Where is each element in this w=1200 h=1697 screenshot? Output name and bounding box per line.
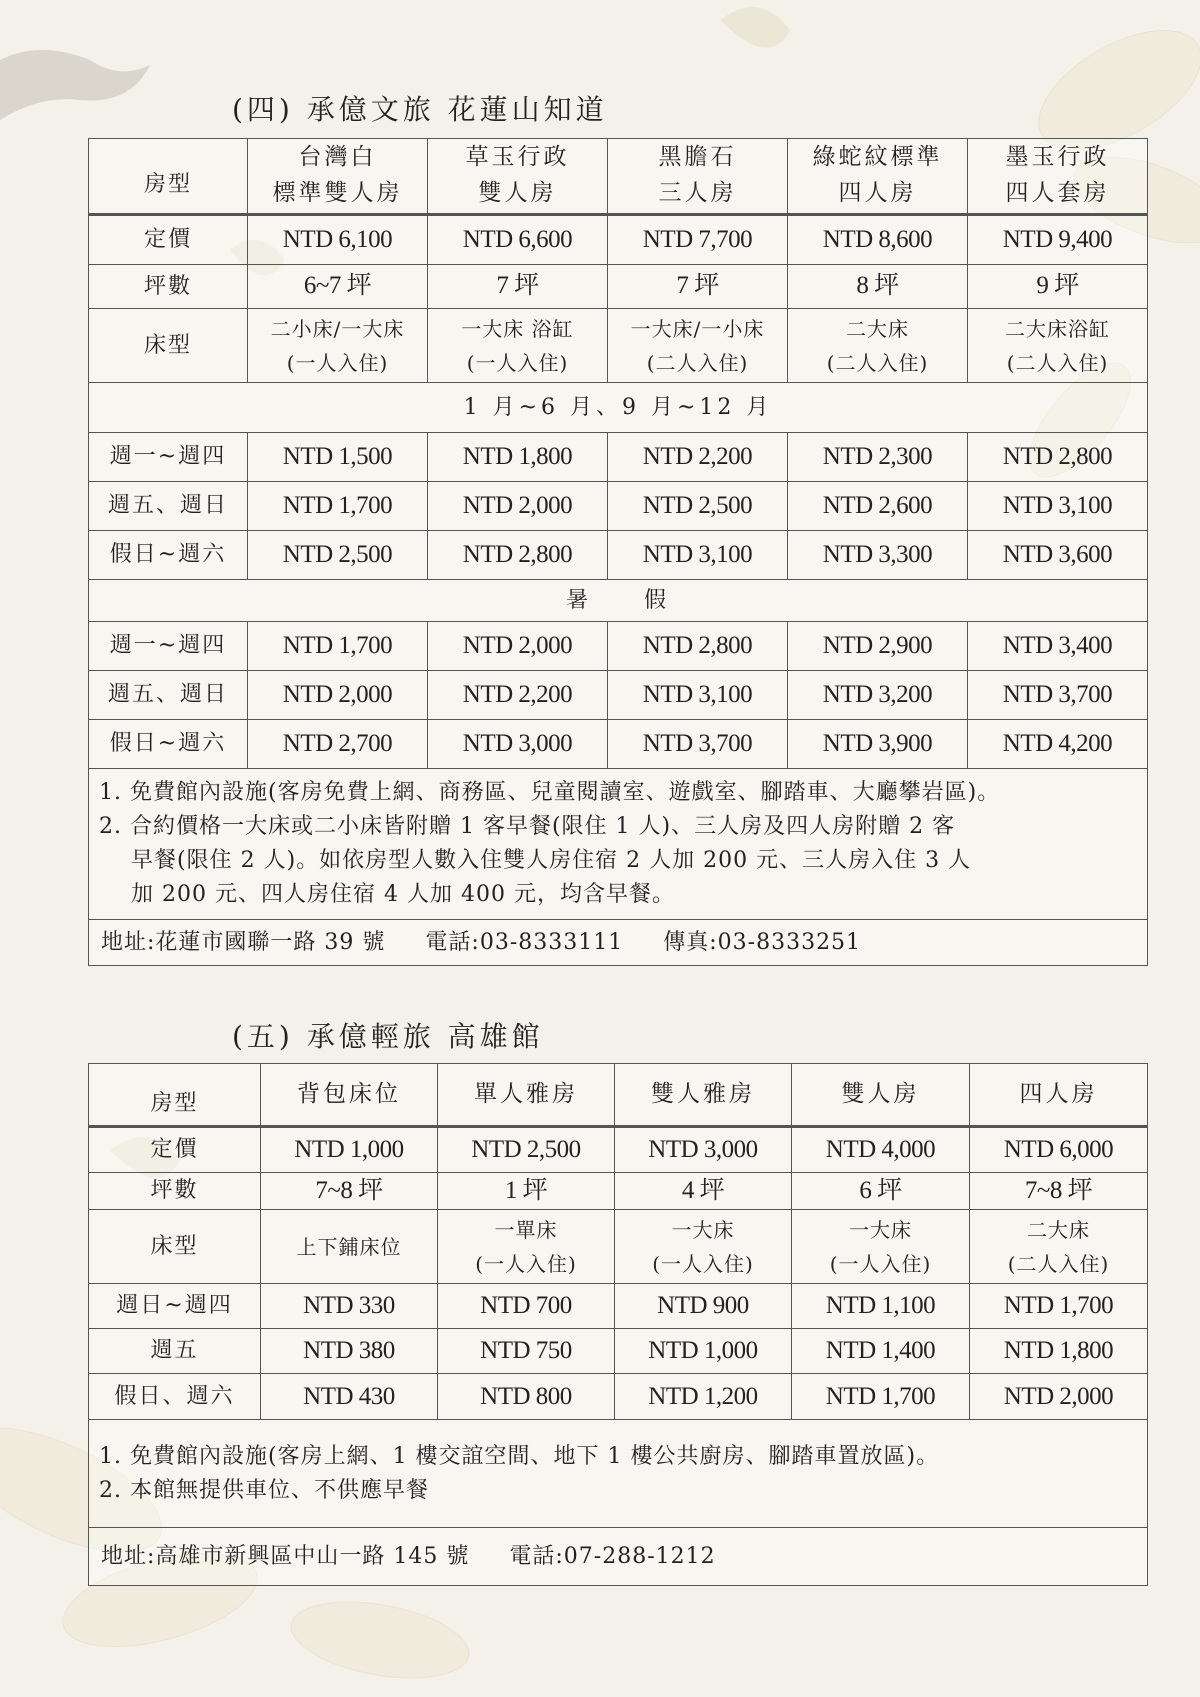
notes-row (89, 769, 1148, 920)
rate-row (89, 433, 1148, 482)
contact-row (89, 1528, 1148, 1586)
room-type-header: 黑膽石 三人房 (608, 139, 788, 215)
list-price-cell: NTD 6,100 (248, 215, 428, 265)
phone: 電話:03-8333111 (425, 929, 624, 955)
contact-cell (89, 920, 1148, 966)
room-type-label: 房型 (89, 1064, 261, 1127)
day-label: 週一~週四 (89, 622, 248, 671)
rate-cell: NTD 330 (261, 1284, 438, 1329)
rate-cell: NTD 2,900 (788, 622, 968, 671)
day-label: 假日~週六 (89, 720, 248, 769)
bed-type-row (89, 1210, 1148, 1284)
size-cell: 7 坪 (608, 265, 788, 309)
room-type-header: 雙人雅房 (615, 1064, 792, 1127)
bed-type-cell: 一大床 (一人入住) (615, 1210, 792, 1284)
rate-cell: NTD 3,700 (968, 671, 1148, 720)
section4-title: (四) 承億文旅 花蓮山知道 (232, 93, 608, 126)
contact-row (89, 920, 1148, 966)
notes-cell (89, 1420, 1148, 1528)
bed-type-cell: 二大床浴缸 (二人入住) (968, 309, 1148, 383)
list-price-cell: NTD 6,000 (970, 1127, 1148, 1173)
size-row (89, 1173, 1148, 1210)
room-type-header: 草玉行政 雙人房 (428, 139, 608, 215)
room-type-label: 房型 (89, 139, 248, 215)
size-cell: 4 坪 (615, 1173, 792, 1210)
rate-row (89, 1329, 1148, 1374)
size-cell: 6~7 坪 (248, 265, 428, 309)
bed-type-cell: 二小床/一大床 (一人入住) (248, 309, 428, 383)
note-item: 1. 免費館內設施(客房免費上網、商務區、兒童閱讀室、遊戲室、腳踏車、大廳攀岩區)。 (99, 779, 1001, 805)
contact-cell (89, 1528, 1148, 1586)
list-price-cell: NTD 8,600 (788, 215, 968, 265)
room-type-header-row (89, 1064, 1148, 1127)
rate-cell: NTD 1,800 (970, 1329, 1148, 1374)
rate-cell: NTD 2,800 (608, 622, 788, 671)
day-label: 週五、週日 (89, 482, 248, 531)
list-price-label: 定價 (89, 215, 248, 265)
rate-cell: NTD 3,100 (968, 482, 1148, 531)
size-cell: 8 坪 (788, 265, 968, 309)
bed-type-cell: 一大床 浴缸 (一人入住) (428, 309, 608, 383)
rate-cell: NTD 2,600 (788, 482, 968, 531)
rate-cell: NTD 2,000 (428, 482, 608, 531)
address: 地址:花蓮市國聯一路 39 號 (101, 929, 386, 955)
rate-cell: NTD 1,400 (792, 1329, 970, 1374)
rate-cell: NTD 800 (438, 1374, 615, 1420)
day-label: 週一~週四 (89, 433, 248, 482)
rate-cell: NTD 1,000 (615, 1329, 792, 1374)
rate-cell: NTD 2,500 (608, 482, 788, 531)
address: 地址:高雄市新興區中山一路 145 號 (101, 1543, 470, 1569)
rate-row (89, 531, 1148, 580)
list-price-cell: NTD 4,000 (792, 1127, 970, 1173)
rate-cell: NTD 2,300 (788, 433, 968, 482)
phone: 電話:07-288-1212 (509, 1543, 716, 1569)
rate-cell: NTD 3,700 (608, 720, 788, 769)
note-item: 加 200 元、四人房住宿 4 人加 400 元，均含早餐。 (131, 882, 675, 908)
day-label: 假日、週六 (89, 1374, 261, 1420)
rate-cell: NTD 1,700 (792, 1374, 970, 1420)
rate-cell: NTD 1,700 (970, 1284, 1148, 1329)
list-price-cell: NTD 3,000 (615, 1127, 792, 1173)
rate-row (89, 671, 1148, 720)
rate-cell: NTD 3,100 (608, 671, 788, 720)
bed-type-cell: 一大床 (一人入住) (792, 1210, 970, 1284)
rate-cell: NTD 430 (261, 1374, 438, 1420)
rate-cell: NTD 2,000 (248, 671, 428, 720)
rate-cell: NTD 3,400 (968, 622, 1148, 671)
fax: 傳真:03-8333251 (663, 929, 862, 955)
bed-type-row (89, 309, 1148, 383)
room-type-header: 四人房 (970, 1064, 1148, 1127)
room-type-header: 雙人房 (792, 1064, 970, 1127)
rate-cell: NTD 1,700 (248, 622, 428, 671)
rate-cell: NTD 1,700 (248, 482, 428, 531)
rate-cell: NTD 3,300 (788, 531, 968, 580)
rate-cell: NTD 2,800 (968, 433, 1148, 482)
rate-cell: NTD 3,900 (788, 720, 968, 769)
rate-cell: NTD 2,000 (428, 622, 608, 671)
season-summer-label: 暑 假 (89, 580, 1148, 622)
note-item: 1. 免費館內設施(客房上網、1 樓交誼空間、地下 1 樓公共廚房、腳踏車置放區)。 (99, 1443, 940, 1469)
bed-type-cell: 二大床 (二人入住) (788, 309, 968, 383)
bed-type-cell: 二大床 (二人入住) (970, 1210, 1148, 1284)
size-cell: 1 坪 (438, 1173, 615, 1210)
bed-type-cell: 上下鋪床位 (261, 1210, 438, 1284)
size-cell: 9 坪 (968, 265, 1148, 309)
bed-type-label: 床型 (89, 1210, 261, 1284)
size-cell: 7~8 坪 (261, 1173, 438, 1210)
notes-cell (89, 769, 1148, 920)
rate-cell: NTD 2,500 (248, 531, 428, 580)
rate-row (89, 1374, 1148, 1420)
room-type-header: 背包床位 (261, 1064, 438, 1127)
rate-row (89, 1284, 1148, 1329)
bed-type-cell: 一大床/一小床 (二人入住) (608, 309, 788, 383)
rate-cell: NTD 2,000 (970, 1374, 1148, 1420)
list-price-row (89, 1127, 1148, 1173)
note-item: 早餐(限住 2 人)。如依房型人數入住雙人房住宿 2 人加 200 元、三人房入住 3 人 (131, 848, 972, 873)
season-regular-label: 1 月~6 月、9 月~12 月 (89, 383, 1148, 433)
rate-row (89, 482, 1148, 531)
season-header-row (89, 580, 1148, 622)
rate-cell: NTD 3,100 (608, 531, 788, 580)
notes-row (89, 1420, 1148, 1528)
list-price-cell: NTD 2,500 (438, 1127, 615, 1173)
section4-rate-table (88, 138, 1148, 966)
day-label: 週五、週日 (89, 671, 248, 720)
rate-cell: NTD 3,000 (428, 720, 608, 769)
list-price-cell: NTD 1,000 (261, 1127, 438, 1173)
rate-cell: NTD 1,200 (615, 1374, 792, 1420)
season-header-row (89, 383, 1148, 433)
room-type-header: 台灣白 標準雙人房 (248, 139, 428, 215)
note-item: 2. 合約價格一大床或二小床皆附贈 1 客早餐(限住 1 人)、三人房及四人房附贈 2 客 (99, 813, 956, 839)
room-type-header: 綠蛇紋標準 四人房 (788, 139, 968, 215)
rate-cell: NTD 700 (438, 1284, 615, 1329)
rate-row (89, 720, 1148, 769)
rate-cell: NTD 2,700 (248, 720, 428, 769)
rate-cell: NTD 750 (438, 1329, 615, 1374)
rate-row (89, 622, 1148, 671)
room-type-header: 單人雅房 (438, 1064, 615, 1127)
list-price-label: 定價 (89, 1127, 261, 1173)
size-label: 坪數 (89, 265, 248, 309)
list-price-cell: NTD 9,400 (968, 215, 1148, 265)
section5-title: (五) 承億輕旅 高雄館 (232, 1020, 544, 1053)
note-item: 2. 本館無提供車位、不供應早餐 (99, 1477, 429, 1503)
size-row (89, 265, 1148, 309)
rate-cell: NTD 4,200 (968, 720, 1148, 769)
rate-cell: NTD 2,800 (428, 531, 608, 580)
rate-cell: NTD 1,800 (428, 433, 608, 482)
rate-cell: NTD 1,100 (792, 1284, 970, 1329)
size-cell: 7 坪 (428, 265, 608, 309)
bed-type-label: 床型 (89, 309, 248, 383)
size-cell: 6 坪 (792, 1173, 970, 1210)
rate-cell: NTD 1,500 (248, 433, 428, 482)
list-price-cell: NTD 7,700 (608, 215, 788, 265)
day-label: 假日~週六 (89, 531, 248, 580)
rate-cell: NTD 380 (261, 1329, 438, 1374)
list-price-row (89, 215, 1148, 265)
rate-cell: NTD 900 (615, 1284, 792, 1329)
day-label: 週五 (89, 1329, 261, 1374)
section5-rate-table (88, 1063, 1148, 1586)
rate-cell: NTD 2,200 (608, 433, 788, 482)
room-type-header-row (89, 139, 1148, 215)
rate-cell: NTD 2,200 (428, 671, 608, 720)
size-cell: 7~8 坪 (970, 1173, 1148, 1210)
rate-cell: NTD 3,200 (788, 671, 968, 720)
day-label: 週日~週四 (89, 1284, 261, 1329)
bed-type-cell: 一單床 (一人入住) (438, 1210, 615, 1284)
room-type-header: 墨玉行政 四人套房 (968, 139, 1148, 215)
size-label: 坪數 (89, 1173, 261, 1210)
list-price-cell: NTD 6,600 (428, 215, 608, 265)
rate-cell: NTD 3,600 (968, 531, 1148, 580)
